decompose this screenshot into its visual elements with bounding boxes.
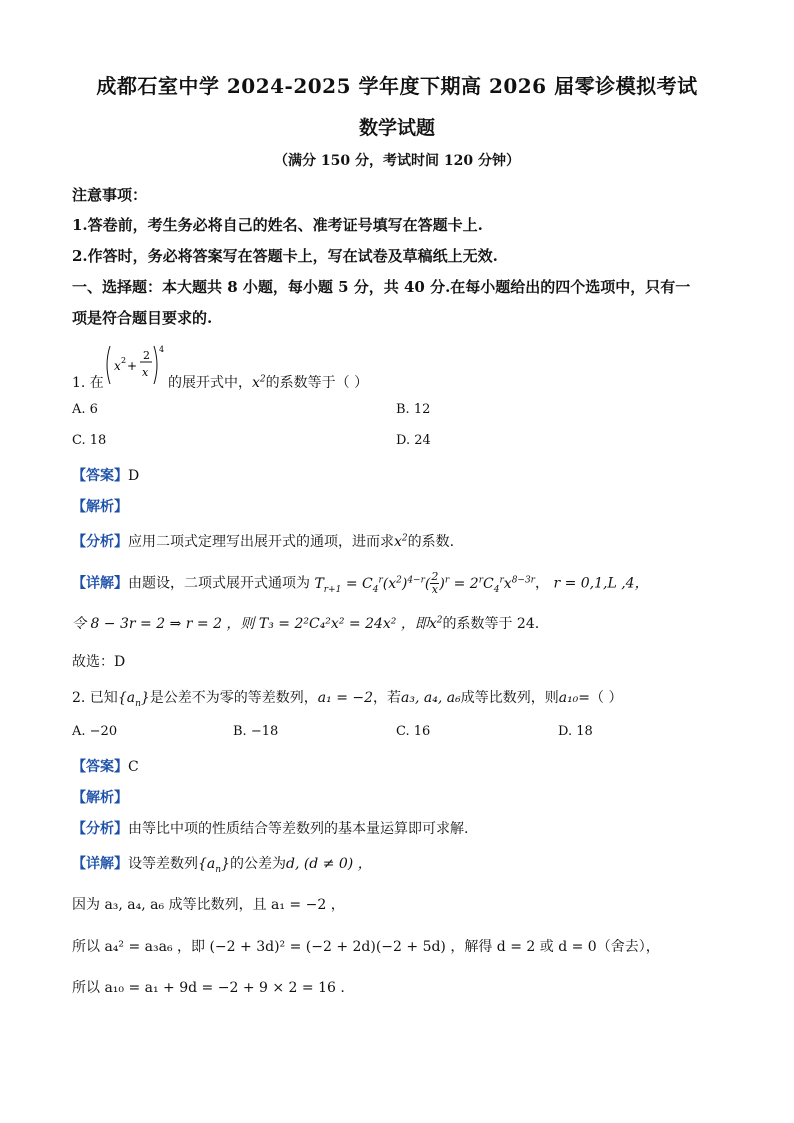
q1-xiangjie-text: 由题设，二项式展开式通项为 xyxy=(128,575,310,592)
q2-stem-mid2: ，若 xyxy=(373,690,402,706)
q2-stem-mid: 是公差不为零的等差数列， xyxy=(149,690,318,706)
q2-option-b: B. −18 xyxy=(233,724,279,739)
svg-text:x: x xyxy=(142,366,149,379)
q2-sequence-an: $\{a_n\}$ xyxy=(117,690,150,709)
q1-xiangjie-tag: 【详解】 xyxy=(72,575,128,592)
q1-fenxi-end: 的系数. xyxy=(407,534,455,550)
q1-option-b: B. 12 xyxy=(396,402,431,417)
q1-prefix: 1. 在 xyxy=(72,375,104,391)
q1-x-squared: $x^2$ xyxy=(252,374,266,391)
q2-a10: a₁₀ xyxy=(558,690,579,706)
q1-fenxi-tag: 【分析】 xyxy=(72,534,128,550)
q2-a1: a₁ = −2 xyxy=(317,690,374,706)
q2-line-4: 所以 a₁₀ = a₁ + 9d = −2 + 9 × 2 = 16 . xyxy=(72,980,345,996)
svg-text:4: 4 xyxy=(159,345,164,354)
q2-xiangjie-tag: 【详解】 xyxy=(72,856,128,872)
q1-answer xyxy=(72,465,732,485)
q2-stem-pre: 2. 已知 xyxy=(72,690,118,706)
q1-fenxi-text: 应用二项式定理写出展开式的通项，进而求 xyxy=(128,534,394,550)
q1-answer-value: D xyxy=(128,468,140,484)
question-2-stem xyxy=(72,687,732,709)
q2-analysis-label: 【解析】 xyxy=(72,790,128,806)
q2-line-2: 因为 a₃, a₄, a₆ 成等比数列，且 a₁ = −2 ， xyxy=(72,897,345,913)
q2-xiangjie-end: d, (d ≠ 0) ， xyxy=(285,856,372,872)
exam-note: （满分 150 分，考试时间 120 分钟） xyxy=(274,153,520,169)
q2-xiangjie xyxy=(72,853,732,875)
q2-option-a: A. −20 xyxy=(72,724,118,739)
q2-stem-mid3: 成等比数列，则 xyxy=(460,690,559,706)
page-title: 成都石室中学 2024-2025 学年度下期高 2026 届零诊模拟考试 xyxy=(96,74,698,98)
notice-heading: 注意事项： xyxy=(72,186,148,204)
section-1-line-1: 一、选择题：本大题共 8 小题，每小题 5 分，共 40 分.在每小题给出的四个选项中，只有一 xyxy=(72,278,691,296)
q1-binomial-expression xyxy=(104,344,164,386)
svg-text:2: 2 xyxy=(121,356,127,365)
page-subtitle: 数学试题 xyxy=(358,117,435,139)
q2-line-3: 所以 a₄² = a₃a₆ ，即 (−2 + 3d)² = (−2 + 2d)(−2 + 5d) ，解得 d = 2 或 d = 0（舍去）， xyxy=(72,939,660,955)
q1-conclusion: 故选：D xyxy=(72,654,126,670)
q2-answer-tag: 【答案】 xyxy=(72,759,128,775)
q1-fenxi xyxy=(72,531,732,551)
q1-r-values: r = 0,1,L ,4， xyxy=(553,575,649,592)
q2-analysis-tag xyxy=(72,787,732,807)
svg-text:2: 2 xyxy=(143,349,150,362)
q2-xiangjie-text: 设等差数列 xyxy=(128,856,198,872)
q1-stem-rest xyxy=(168,372,794,392)
q2-option-c: C. 16 xyxy=(396,724,431,739)
q1-xiangjie: 【详解】由题设，二项式展开式通项为 $T_{r+1} = C_4^r(x^2)^{4-r}$( $\frac{2}{x}$ )$^r = 2^rC_4^rx^{8-3r}$， r = 0,1,L ,4， xyxy=(72,570,649,596)
q1-line-2-text: 令 8 − 3r = 2 ⇒ r = 2 ，则 T₃ = 2²C₄²x² = 24x² ，即 xyxy=(72,616,429,632)
q1-option-d: D. 24 xyxy=(396,433,431,448)
q1-option-a: A. 6 xyxy=(72,402,98,417)
q1-line-2-end: 的系数等于 24. xyxy=(442,616,540,632)
svg-text:x: x xyxy=(114,359,121,373)
q2-fenxi-text: 由等比中项的性质结合等差数列的基本量运算即可求解. xyxy=(128,821,469,837)
q2-xiangjie-mid: 的公差为 xyxy=(229,856,286,872)
notice-item-1: 1.答卷前，考生务必将自己的姓名、准考证号填写在答题卡上. xyxy=(72,216,483,234)
q2-fenxi-tag: 【分析】 xyxy=(72,821,128,837)
q2-option-d: D. 18 xyxy=(558,724,593,739)
q2-stem-end: =（ ） xyxy=(578,690,623,706)
q1-line2-x2: $x^2$ xyxy=(428,615,443,632)
notice-item-2: 2.作答时，务必将答案写在答题卡上，写在试卷及草稿纸上无效. xyxy=(72,247,498,265)
q2-answer-value: C xyxy=(128,759,139,775)
section-1-line-2: 项是符合题目要求的. xyxy=(72,309,213,327)
q1-xiangjie-line-2 xyxy=(72,613,732,633)
q1-fenxi-x2: $x^2$ xyxy=(394,533,408,550)
q2-xiangjie-an: $\{a_n\}$ xyxy=(198,856,230,875)
q2-fenxi xyxy=(72,818,732,838)
q1-suffix: 的展开式中， xyxy=(168,375,252,391)
svg-text:+: + xyxy=(127,359,138,373)
q1-analysis-tag xyxy=(72,496,732,516)
q2-answer xyxy=(72,756,732,776)
q1-analysis-label: 【解析】 xyxy=(72,499,128,515)
q1-option-c: C. 18 xyxy=(72,433,107,448)
q1-tail: 的系数等于（ ） xyxy=(265,375,369,391)
q2-terms: a₃, a₄, a₆ xyxy=(401,690,461,706)
q1-answer-tag: 【答案】 xyxy=(72,468,128,484)
q1-general-term-formula: $T_{r+1} = C_4^r(x^2)^{4-r}$( $\frac{2}{x}$ )$^r = 2^rC_4^rx^{8-3r}$ xyxy=(314,570,535,596)
